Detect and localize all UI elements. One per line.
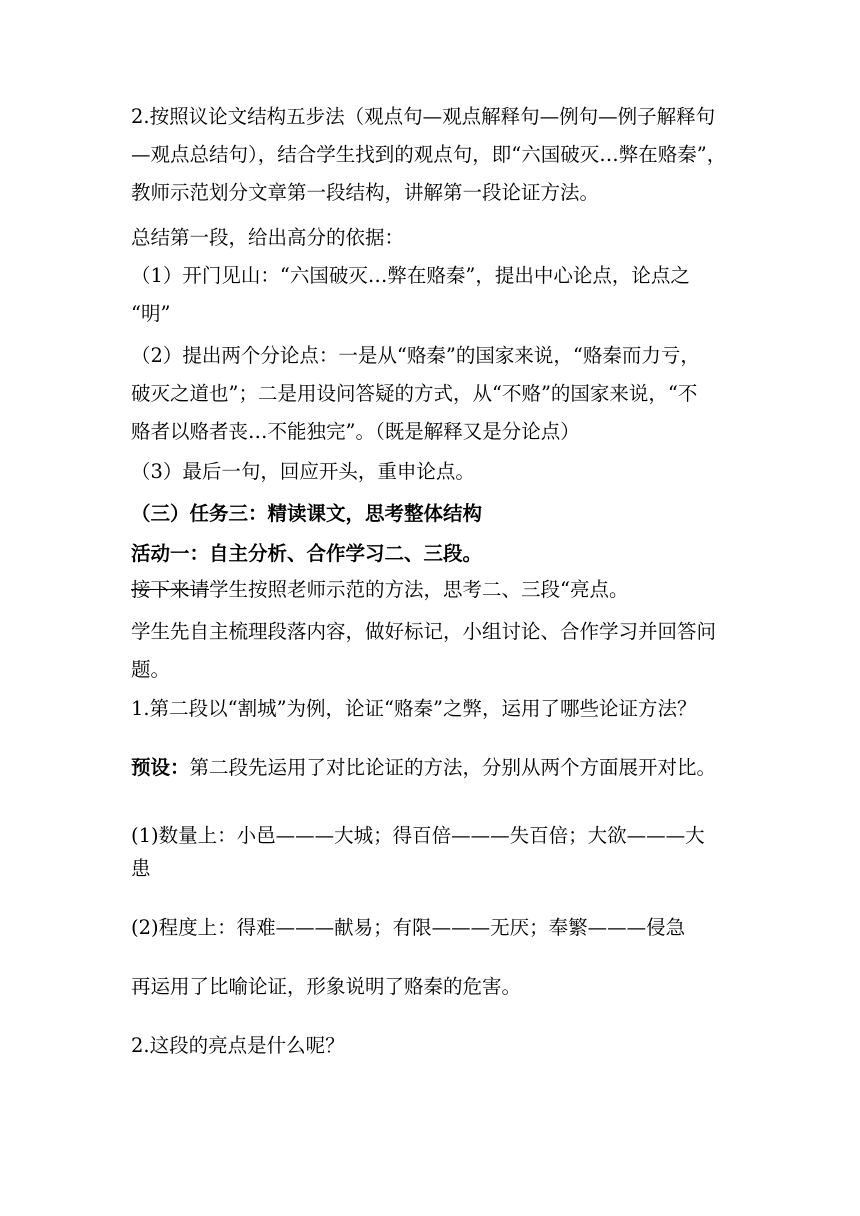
paragraph-line: 破灭之道也”；二是用设问答疑的方式，从“不赂”的国家来说，“不 (131, 382, 698, 405)
paragraph-line: （1）开门见山：“六国破灭…弊在赂秦”，提出中心论点，论点之 (131, 264, 690, 287)
paragraph-line: —观点总结句），结合学生找到的观点句，即“六国破灭…弊在赂秦”， (131, 143, 727, 166)
preset-label: 预设： (131, 756, 190, 779)
paragraph-line: 再运用了比喻论证，形象说明了赂秦的危害。 (131, 975, 522, 998)
paragraph-line: (2)程度上：得难———献易；有限———无厌；奉繁———侵急 (131, 916, 686, 939)
paragraph-line: “明” (131, 302, 171, 325)
question-line: 1.第二段以“割城”为例，论证“赂秦”之弊，运用了哪些论证方法？ (131, 697, 697, 720)
paragraph-line: 2.按照议论文结构五步法（观点句—观点解释句—例句—例子解释句 (131, 105, 716, 128)
paragraph-line: 患 (131, 857, 151, 880)
struck-text: 接下来请 (131, 578, 210, 601)
preset-text: 第二段先运用了对比论证的方法，分别从两个方面展开对比。 (189, 756, 717, 779)
paragraph-line: 教师示范划分文章第一段结构，讲解第一段论证方法。 (131, 181, 600, 204)
paragraph-line: 赂者以赂者丧…不能独完”。（既是解释又是分论点） (131, 420, 580, 443)
paragraph-line-with-deletion (131, 577, 741, 603)
paragraph-line: 题。 (131, 658, 171, 681)
question-line: 2.这段的亮点是什么呢？ (131, 1034, 345, 1057)
preset-line (131, 755, 741, 781)
paragraph-line: 学生先自主梳理段落内容，做好标记，小组讨论、合作学习并回答问 (131, 620, 717, 643)
paragraph-text: 学生按照老师示范的方法，思考二、三段“亮点。 (209, 578, 629, 601)
paragraph-line: (1)数量上：小邑———大城；得百倍———失百倍；大欲———大 (131, 824, 705, 847)
section-heading: （三）任务三：精读课文，思考整体结构 (131, 502, 483, 525)
activity-heading: 活动一：自主分析、合作学习二、三段。 (131, 542, 483, 565)
paragraph-line: （3）最后一句，回应开头，重申论点。 (131, 460, 475, 483)
paragraph-line: （2）提出两个分论点：一是从“赂秦”的国家来说，“赂秦而力亏， (131, 344, 700, 367)
paragraph-line: 总结第一段，给出高分的依据： (131, 226, 405, 249)
